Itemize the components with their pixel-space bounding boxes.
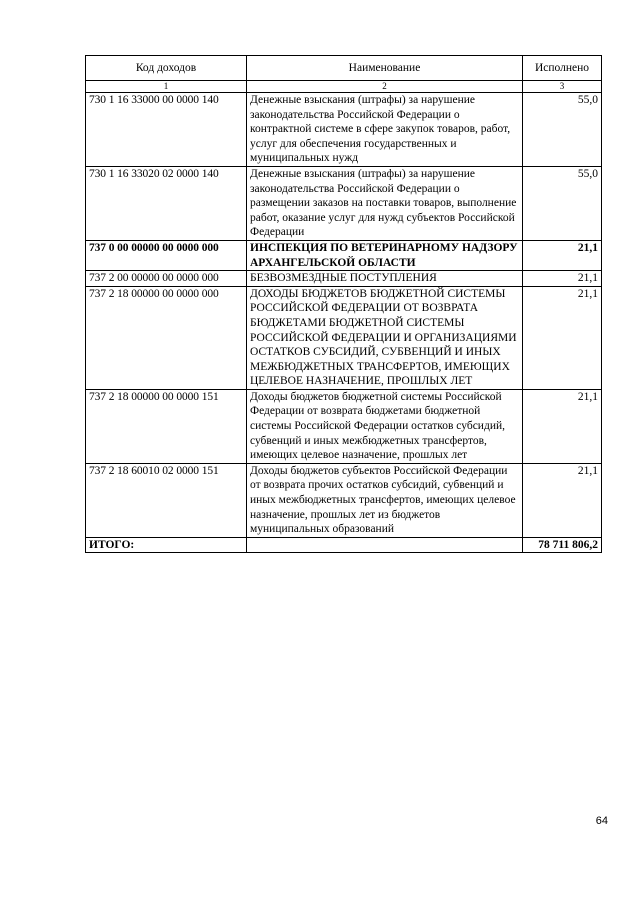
- row-value: 55,0: [523, 93, 602, 167]
- table-row: [86, 286, 602, 389]
- row-code: 737 2 00 00000 00 0000 000: [86, 271, 247, 287]
- col-number-2: 2: [247, 81, 523, 93]
- row-value: 21,1: [523, 286, 602, 389]
- total-name: [247, 537, 523, 553]
- header-code: Код доходов: [86, 56, 247, 81]
- revenue-table: [85, 55, 602, 553]
- row-name: Денежные взыскания (штрафы) за нарушение законодательства Российской Федерации о размещении заказов на поставки товаров, выполнение работ, оказание услуг для нужд субъектов Российской Федерации: [247, 166, 523, 240]
- row-name: ИНСПЕКЦИЯ ПО ВЕТЕРИНАРНОМУ НАДЗОРУ АРХАНГЕЛЬСКОЙ ОБЛАСТИ: [247, 240, 523, 270]
- total-label: ИТОГО:: [86, 537, 247, 553]
- row-value: 21,1: [523, 463, 602, 537]
- row-code: 730 1 16 33020 02 0000 140: [86, 166, 247, 240]
- table-row-section: [86, 240, 602, 270]
- col-number-1: 1: [86, 81, 247, 93]
- header-row: [86, 56, 602, 81]
- table-row: [86, 93, 602, 167]
- row-name: ДОХОДЫ БЮДЖЕТОВ БЮДЖЕТНОЙ СИСТЕМЫ РОССИЙСКОЙ ФЕДЕРАЦИИ ОТ ВОЗВРАТА БЮДЖЕТАМИ БЮДЖЕТНОЙ СИСТЕМЫ РОССИЙСКОЙ ФЕДЕРАЦИИ И ОРГАНИЗАЦИЯМИ ОСТАТКОВ СУБСИДИЙ, СУБВЕНЦИЙ И ИНЫХ МЕЖБЮДЖЕТНЫХ ТРАНСФЕРТОВ, ИМЕЮЩИХ ЦЕЛЕВОЕ НАЗНАЧЕНИЕ, ПРОШЛЫХ ЛЕТ: [247, 286, 523, 389]
- row-code: 737 2 18 00000 00 0000 000: [86, 286, 247, 389]
- row-value: 21,1: [523, 240, 602, 270]
- table-row: [86, 166, 602, 240]
- page-number: 64: [595, 815, 608, 827]
- total-row: [86, 537, 602, 553]
- row-value: 21,1: [523, 389, 602, 463]
- row-value: 55,0: [523, 166, 602, 240]
- row-code: 737 2 18 60010 02 0000 151: [86, 463, 247, 537]
- row-code: 730 1 16 33000 00 0000 140: [86, 93, 247, 167]
- row-name: Доходы бюджетов бюджетной системы Российской Федерации от возврата бюджетами бюджетной системы Российской Федерации остатков субсидий, субвенций и иных межбюджетных трансфертов, имеющих целевое назначение, прошлых лет: [247, 389, 523, 463]
- row-code: 737 2 18 00000 00 0000 151: [86, 389, 247, 463]
- total-value: 78 711 806,2: [523, 537, 602, 553]
- row-code: 737 0 00 00000 00 0000 000: [86, 240, 247, 270]
- row-value: 21,1: [523, 271, 602, 287]
- col-number-3: 3: [523, 81, 602, 93]
- row-name: Доходы бюджетов субъектов Российской Федерации от возврата прочих остатков субсидий, субвенций и иных межбюджетных трансфертов, имеющих целевое назначение, прошлых лет из бюджетов муниципальных образований: [247, 463, 523, 537]
- header-executed: Исполнено: [523, 56, 602, 81]
- row-name: БЕЗВОЗМЕЗДНЫЕ ПОСТУПЛЕНИЯ: [247, 271, 523, 287]
- table-row: [86, 389, 602, 463]
- table-row: [86, 271, 602, 287]
- row-name: Денежные взыскания (штрафы) за нарушение законодательства Российской Федерации о контрактной системе в сфере закупок товаров, работ, услуг для обеспечения государственных и муниципальных нужд: [247, 93, 523, 167]
- column-number-row: [86, 81, 602, 93]
- table-row: [86, 463, 602, 537]
- header-name: Наименование: [247, 56, 523, 81]
